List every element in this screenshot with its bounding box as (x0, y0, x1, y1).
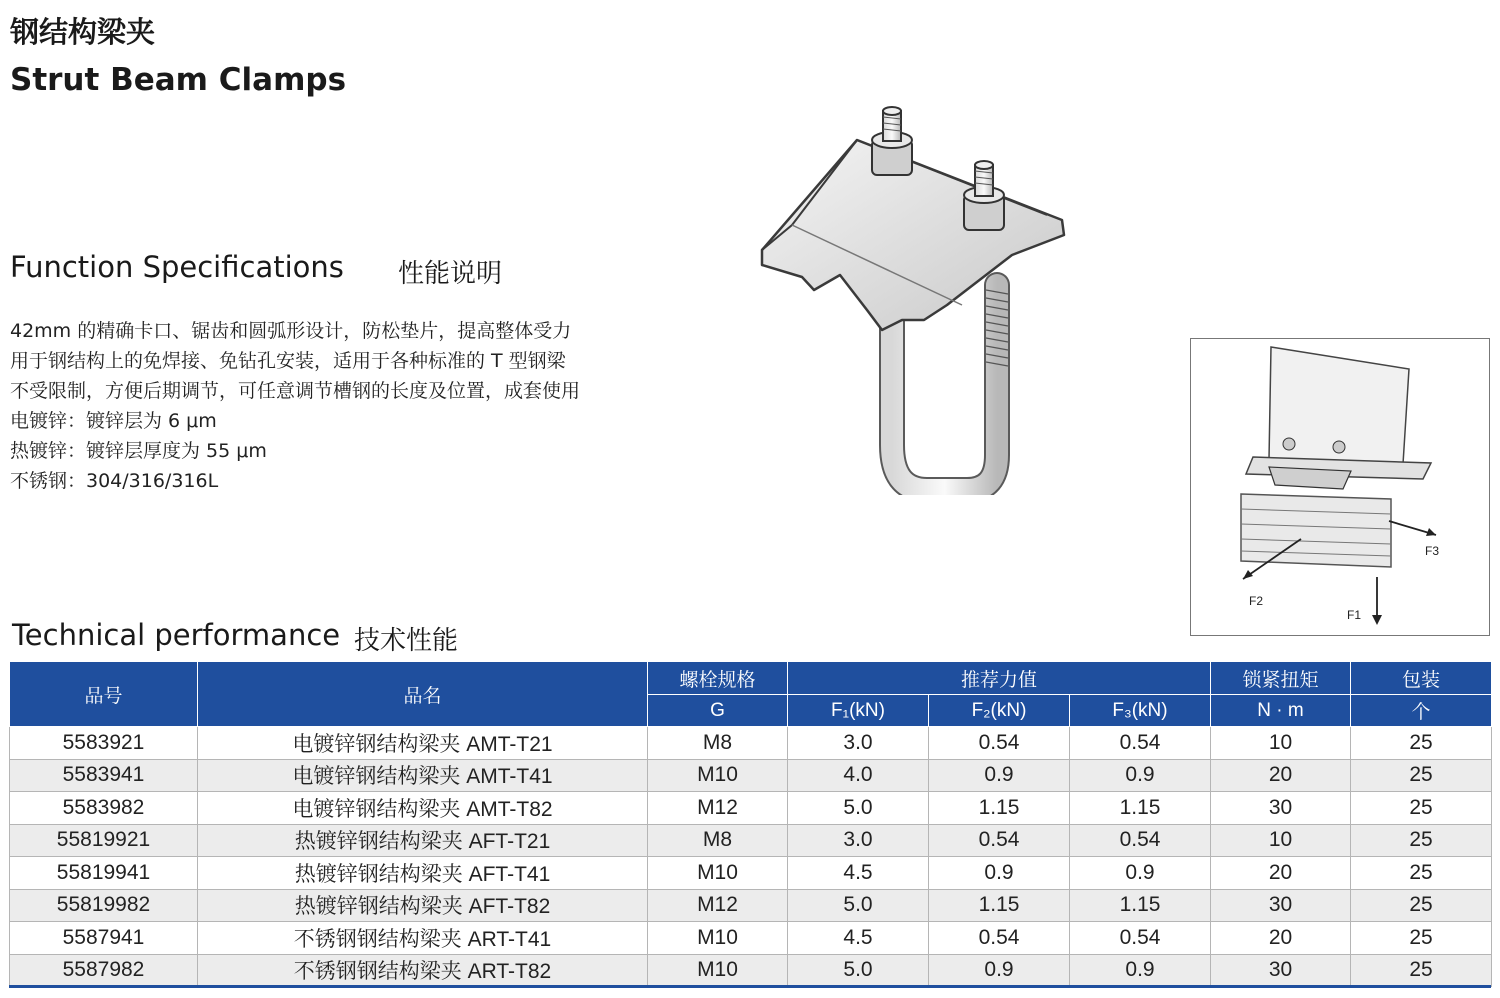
table-row (10, 759, 1492, 792)
cell-torque: 20 (1211, 922, 1351, 955)
cell-f1: 5.0 (788, 954, 929, 987)
f1-label: F1 (1347, 608, 1362, 622)
cell-f1: 4.0 (788, 759, 929, 792)
table-row (10, 727, 1492, 760)
cell-f3: 1.15 (1070, 792, 1211, 825)
cell-f1: 3.0 (788, 727, 929, 760)
table-header-row (10, 662, 1492, 695)
cell-torque: 20 (1211, 759, 1351, 792)
spec-line: 不受限制，方便后期调节，可任意调节槽钢的长度及位置，成套使用 (10, 380, 581, 402)
cell-bolt: M10 (648, 857, 788, 890)
cell-name: 不锈钢钢结构梁夹 ART-T41 (198, 922, 648, 955)
col-force: 推荐力值 (788, 662, 1211, 695)
cell-torque: 30 (1211, 792, 1351, 825)
cell-f3: 0.9 (1070, 759, 1211, 792)
technical-performance-table (9, 661, 1492, 987)
cell-bolt: M10 (648, 922, 788, 955)
cell-part-no: 5583921 (10, 727, 198, 760)
table-row (10, 954, 1492, 987)
f3-label: F3 (1425, 544, 1440, 558)
cell-f3: 0.54 (1070, 922, 1211, 955)
cell-pack: 25 (1351, 792, 1492, 825)
cell-pack: 25 (1351, 889, 1492, 922)
cell-f3: 0.9 (1070, 954, 1211, 987)
cell-bolt: M12 (648, 889, 788, 922)
cell-bolt: M12 (648, 792, 788, 825)
cell-f3: 0.54 (1070, 727, 1211, 760)
cell-pack: 25 (1351, 759, 1492, 792)
cell-part-no: 5587982 (10, 954, 198, 987)
cell-part-no: 55819921 (10, 824, 198, 857)
technical-title-en: Technical performance (12, 618, 341, 652)
cell-f1: 4.5 (788, 922, 929, 955)
page-title-cn: 钢结构梁夹 (10, 15, 156, 49)
cell-bolt: M10 (648, 954, 788, 987)
cell-name: 电镀锌钢结构梁夹 AMT-T21 (198, 727, 648, 760)
cell-name: 热镀锌钢结构梁夹 AFT-T41 (198, 857, 648, 890)
cell-torque: 10 (1211, 727, 1351, 760)
col-name: 品名 (198, 662, 648, 727)
cell-bolt: M8 (648, 824, 788, 857)
cell-f2: 0.54 (929, 727, 1070, 760)
cell-part-no: 55819941 (10, 857, 198, 890)
col-part-no: 品号 (10, 662, 198, 727)
col-f2: F₂(kN) (929, 695, 1070, 727)
installation-diagram (1190, 338, 1490, 636)
cell-f2: 1.15 (929, 792, 1070, 825)
col-bolt-unit: G (648, 695, 788, 727)
cell-f1: 4.5 (788, 857, 929, 890)
col-f1: F₁(kN) (788, 695, 929, 727)
table-row (10, 857, 1492, 890)
col-pack: 包装 (1351, 662, 1492, 695)
cell-name: 不锈钢钢结构梁夹 ART-T82 (198, 954, 648, 987)
cell-f2: 0.54 (929, 922, 1070, 955)
cell-f3: 1.15 (1070, 889, 1211, 922)
cell-f2: 0.9 (929, 954, 1070, 987)
table-row (10, 824, 1492, 857)
cell-part-no: 5583982 (10, 792, 198, 825)
load-direction-diagram (1191, 339, 1489, 635)
cell-pack: 25 (1351, 922, 1492, 955)
col-torque-unit: N · m (1211, 695, 1351, 727)
cell-f2: 1.15 (929, 889, 1070, 922)
table-row (10, 922, 1492, 955)
cell-bolt: M8 (648, 727, 788, 760)
cell-part-no: 5587941 (10, 922, 198, 955)
col-bolt: 螺栓规格 (648, 662, 788, 695)
function-title-cn: 性能说明 (398, 259, 503, 289)
cell-bolt: M10 (648, 759, 788, 792)
cell-f2: 0.9 (929, 759, 1070, 792)
cell-f2: 0.54 (929, 824, 1070, 857)
table-row (10, 889, 1492, 922)
cell-name: 热镀锌钢结构梁夹 AFT-T21 (198, 824, 648, 857)
cell-f1: 5.0 (788, 792, 929, 825)
function-spec-list (10, 316, 580, 496)
function-title-en: Function Specifications (10, 250, 344, 284)
cell-pack: 25 (1351, 824, 1492, 857)
f2-label: F2 (1249, 594, 1264, 608)
col-pack-unit: 个 (1351, 695, 1492, 727)
technical-title-cn: 技术性能 (354, 626, 459, 656)
cell-f2: 0.9 (929, 857, 1070, 890)
spec-line: 42mm 的精确卡口、锯齿和圆弧形设计，防松垫片，提高整体受力 (10, 320, 572, 342)
cell-f1: 5.0 (788, 889, 929, 922)
cell-torque: 20 (1211, 857, 1351, 890)
cell-torque: 10 (1211, 824, 1351, 857)
spec-line: 用于钢结构上的免焊接、免钻孔安装，适用于各种标准的 T 型钢梁 (10, 350, 566, 372)
cell-part-no: 5583941 (10, 759, 198, 792)
cell-name: 电镀锌钢结构梁夹 AMT-T41 (198, 759, 648, 792)
col-torque: 锁紧扭矩 (1211, 662, 1351, 695)
spec-line: 热镀锌：镀锌层厚度为 55 μm (10, 440, 267, 462)
spec-line: 不锈钢：304/316/316L (10, 470, 219, 492)
table-row (10, 792, 1492, 825)
cell-torque: 30 (1211, 954, 1351, 987)
col-f3: F₃(kN) (1070, 695, 1211, 727)
spec-line: 电镀锌：镀锌层为 6 μm (10, 410, 217, 432)
cell-part-no: 55819982 (10, 889, 198, 922)
cell-name: 电镀锌钢结构梁夹 AMT-T82 (198, 792, 648, 825)
cell-pack: 25 (1351, 857, 1492, 890)
cell-f3: 0.54 (1070, 824, 1211, 857)
cell-f3: 0.9 (1070, 857, 1211, 890)
cell-f1: 3.0 (788, 824, 929, 857)
beam-clamp-illustration (752, 105, 1072, 495)
table-bottom-rule (9, 985, 1491, 988)
cell-pack: 25 (1351, 954, 1492, 987)
cell-pack: 25 (1351, 727, 1492, 760)
page-title-en: Strut Beam Clamps (10, 62, 347, 98)
cell-torque: 30 (1211, 889, 1351, 922)
cell-name: 热镀锌钢结构梁夹 AFT-T82 (198, 889, 648, 922)
